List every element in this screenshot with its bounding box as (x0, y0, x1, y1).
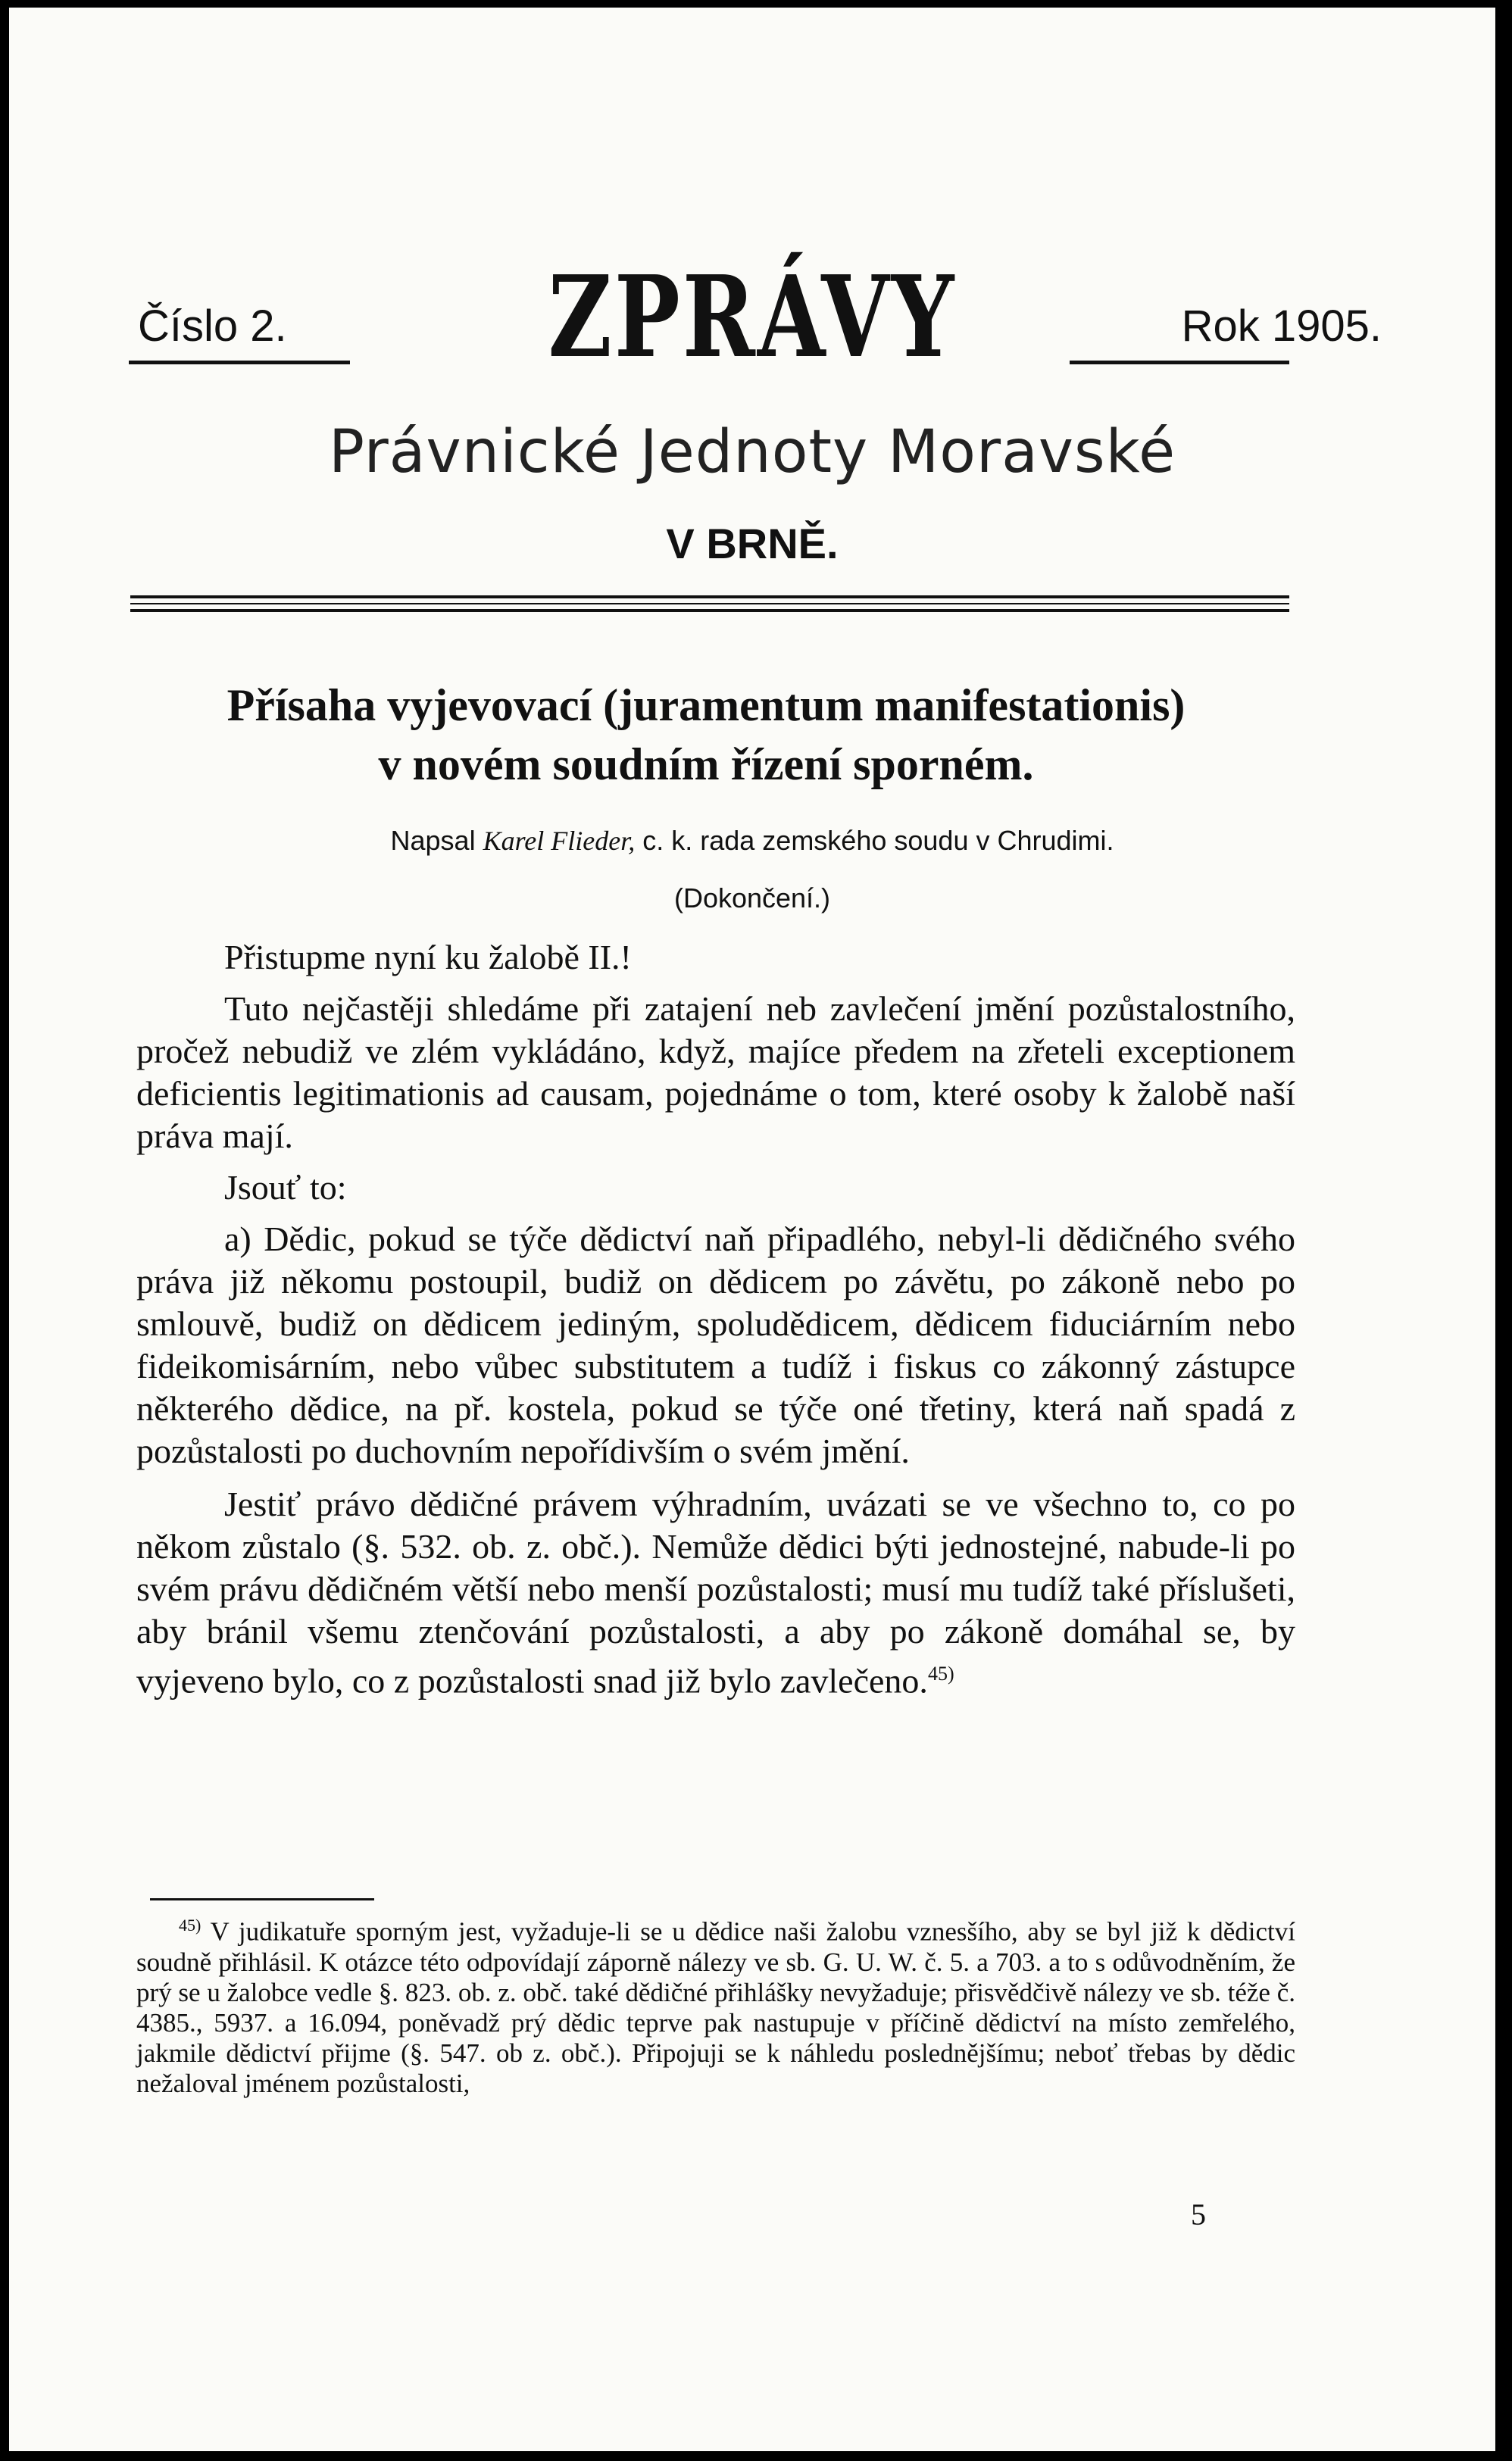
footnote-text: V judikatuře sporným jest, vyžaduje-li se u dědice naši žalobu vznesšího, aby se byl již k dědictví soudně přihlásil. K otázce této odpovídají záporně nálezy ve sb. G. U. W. č. 5. a 703. a to s odůvodněním, že prý se u žalobce vedle §. 823. ob. z. obč. také dědičné přihlášky nevyžaduje; přisvědčivě nálezy ve sb. téže č. 4385., 5937. a 16.094, poněvadž prý dědic teprve pak nastupuje v příčině dědictví na místo zemřelého, jakmile dědictví přijme (§. 547. ob z. obč.). Připojuji se k náhledu poslednějšímu; neboť třebas by dědic nežaloval jménem pozůstalosti, (136, 1916, 1295, 2098)
byline-prefix: Napsal (390, 825, 476, 856)
paragraph-4: a) Dědic, pokud se týče dědictví naň připadlého, nebyl-li dědičného svého práva již někomu postoupil, budiž on dědicem po závětu, po zákoně nebo po smlouvě, budiž on dědicem jediným, spoludědicem, dědicem fiduciárním nebo fideikomisárním, nebo vůbec substitutem a tudíž i fiskus co zákonný zástupce některého dědice, na př. kostela, pokud se týče oné třetiny, která naň spadá z pozůstalosti po duchovním nepořídivším o svém jmění. (136, 1220, 1295, 1470)
byline-suffix: c. k. rada zemského soudu v Chrudimi. (642, 825, 1114, 856)
footnote-marker: 45) (179, 1916, 201, 1935)
author-name: Karel Flieder, (483, 826, 636, 856)
publication-city: V BRNĚ. (666, 520, 839, 567)
masthead-title: ZPRÁVY (548, 251, 957, 383)
article-byline (9, 827, 1495, 854)
header-rule-top (130, 595, 1289, 598)
year-underline (1070, 361, 1289, 364)
paragraph-2: Tuto nejčastěji shledáme při zatajení neb zavlečení jmění pozůstalostního, pročež nebudiž ve zlém vykládáno, když, majíce předem na zřeteli exceptionem deficientis legitimationis ad causam, pojednáme o tom, které osoby k žalobě naší práva mají. (136, 989, 1295, 1155)
page-number: 5 (1191, 2197, 1206, 2231)
paragraph-1: Přistupme nyní ku žalobě II.! (224, 938, 632, 976)
issue-number: Číslo 2. (138, 301, 287, 351)
continuation-note: (Dokončení.) (673, 882, 831, 914)
paragraph-5-text: Jestiť právo dědičné právem výhradním, uvázati se ve všechno to, co po někom zůstalo (§. 532. ob. z. obč.). Nemůže dědici býti jednostejné, nabude-li po svém právu dědičném větší nebo menší pozůstalosti; musí mu tudíž také příslušeti, aby bránil všemu ztenčování pozůstalosti, a aby po zákoně domáhal se, by vyjeveno bylo, co z pozůstalosti snad již bylo zavlečeno. (136, 1485, 1295, 1701)
paragraph-3: Jsouť to: (224, 1168, 347, 1207)
publication-year: Rok 1905. (1181, 301, 1382, 351)
article-title-line-1: Přísaha vyjevovací (juramentum manifestationis) (226, 680, 1186, 730)
footnote-paragraph (136, 1910, 1295, 2099)
footnote-reference[interactable]: 45) (927, 1663, 954, 1685)
article-body (136, 936, 1295, 1702)
header-rule-bottom (130, 609, 1289, 612)
article-title-line-2: v novém soudním řízení sporném. (378, 739, 1034, 789)
paragraph-5 (136, 1483, 1295, 1702)
journal-subtitle: Právnické Jednoty Moravské (328, 418, 1176, 486)
footnote-separator (150, 1898, 374, 1900)
header-rule-middle (130, 603, 1289, 604)
footnote (136, 1910, 1295, 2099)
document-page (9, 8, 1495, 2451)
